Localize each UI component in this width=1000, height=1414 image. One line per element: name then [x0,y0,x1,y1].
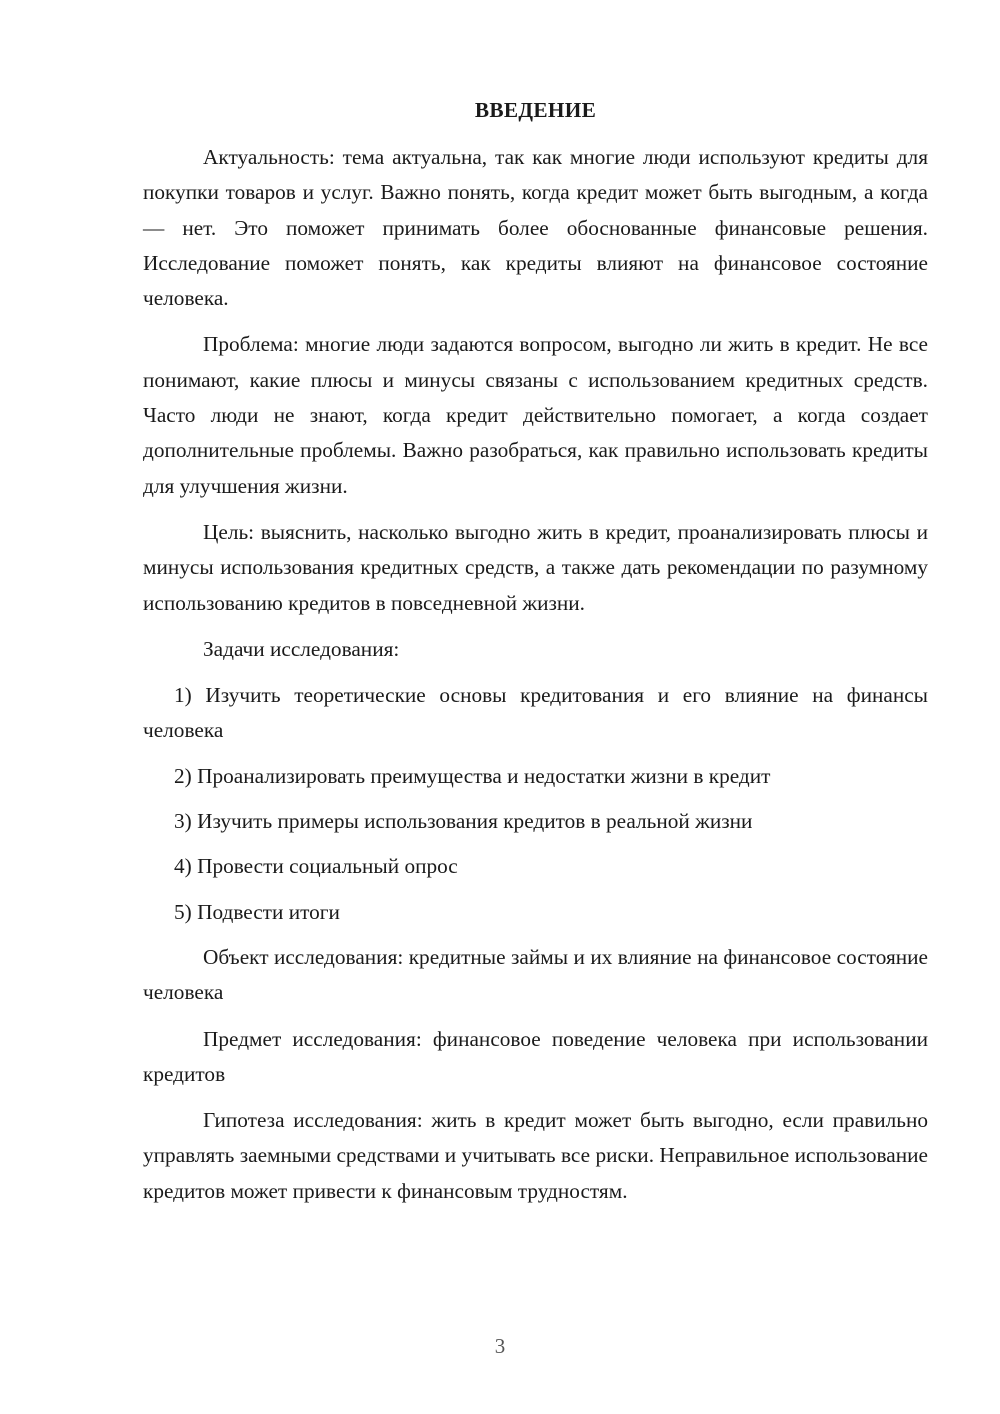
paragraph-goal: Цель: выяснить, насколько выгодно жить в кредит, проанализировать плюсы и минусы использования кредитных средств, а также дать рекомендации по разумному использованию кредитов в повседневной жизни. [143,519,928,615]
task-item-4: 4) Провести социальный опрос [174,854,458,879]
paragraph-problem: Проблема: многие люди задаются вопросом, выгодно ли жить в кредит. Не все понимают, какие плюсы и минусы связаны с использованием кредитных средств. Часто люди не знают, когда кредит действительно помогает, а когда создает дополнительные проблемы. Важно разобраться, как правильно использовать кредиты для улучшения жизни. [143,332,928,498]
task-item-2: 2) Проанализировать преимущества и недостатки жизни в кредит [174,763,771,788]
page-number: 3 [494,1334,506,1358]
task-item-3: 3) Изучить примеры использования кредитов в реальной жизни [174,809,753,834]
paragraph-tasks-title: Задачи исследования: [203,636,400,661]
paragraph-hypothesis: Гипотеза исследования: жить в кредит может быть выгодно, если правильно управлять заемными средствами и учитывать все риски. Неправильное использование кредитов может привести к финансовым трудностям. [143,1108,928,1203]
task-item-5: 5) Подвести итоги [174,899,340,924]
paragraph-object: Объект исследования: кредитные займы и их влияние на финансовое состояние человека [143,944,928,1005]
paragraph-subject: Предмет исследования: финансовое поведение человека при использовании кредитов [143,1026,928,1086]
document-page [143,93,928,1220]
paragraph-relevance: Актуальность: тема актуальна, так как многие люди используют кредиты для покупки товаров и услуг. Важно понять, когда кредит может быть выгодным, а когда — нет. Это поможет принимать более обоснованные финансовые решения. Исследование поможет понять, как кредиты влияют на финансовое состояние человека. [143,145,928,311]
task-item-1: 1) Изучить теоретические основы кредитования и его влияние на финансы человека [143,683,928,743]
section-heading: ВВЕДЕНИЕ [474,98,597,122]
